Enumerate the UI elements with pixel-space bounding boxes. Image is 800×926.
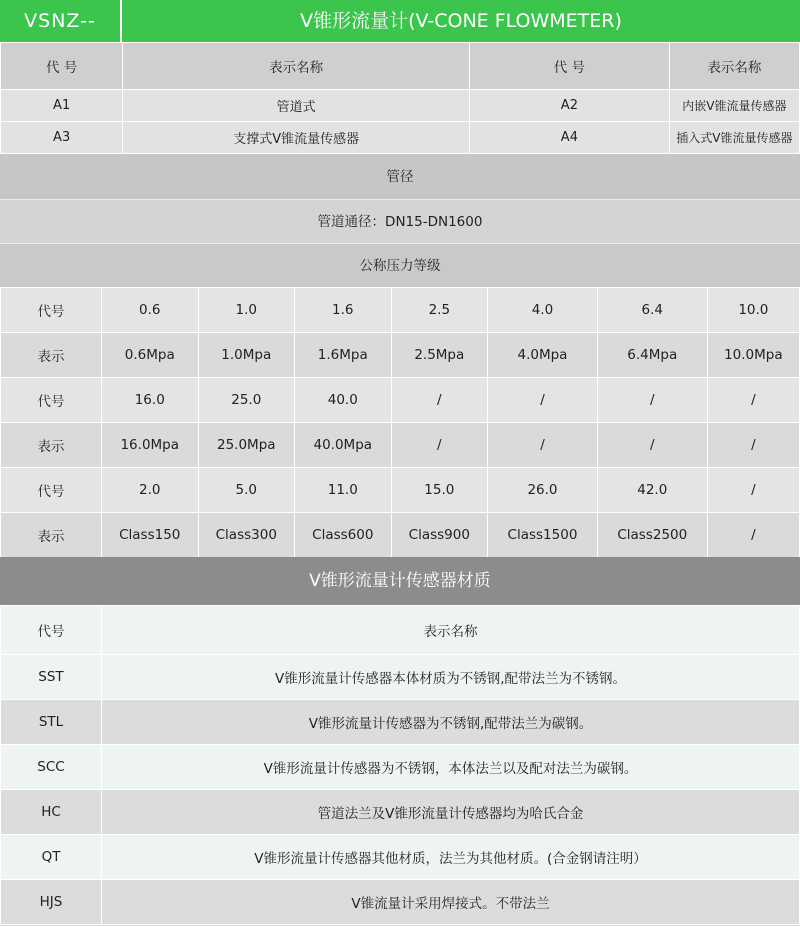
material-table-header <box>1 606 800 655</box>
table-row <box>1 513 800 558</box>
material-table <box>0 605 800 925</box>
model-code: VSNZ-- <box>0 0 122 42</box>
table-row <box>1 790 800 835</box>
pressure-cell: 16.0Mpa <box>102 423 199 468</box>
material-description: V锥形流量计传感器为不锈钢,配带法兰为碳钢。 <box>102 700 800 745</box>
pressure-cell: 10.0 <box>707 288 799 333</box>
pressure-cell: 42.0 <box>597 468 707 513</box>
pressure-cell: 11.0 <box>295 468 392 513</box>
material-code: SST <box>1 655 102 700</box>
pressure-cell: 15.0 <box>391 468 488 513</box>
material-description: V锥形流量计传感器为不锈钢，本体法兰以及配对法兰为碳钢。 <box>102 745 800 790</box>
pressure-cell: 25.0 <box>198 378 295 423</box>
pressure-cell: / <box>707 423 799 468</box>
col-code: 代 号 <box>470 43 670 90</box>
pressure-cell: Class2500 <box>597 513 707 558</box>
row-label: 代号 <box>1 468 102 513</box>
row-label: 代号 <box>1 288 102 333</box>
type-code: A3 <box>1 122 123 154</box>
pressure-cell: 5.0 <box>198 468 295 513</box>
diameter-title: 管径 <box>0 153 800 199</box>
material-description: 管道法兰及V锥形流量计传感器均为哈氏合金 <box>102 790 800 835</box>
pressure-table <box>0 287 800 558</box>
pressure-cell: 40.0 <box>295 378 392 423</box>
row-label: 代号 <box>1 378 102 423</box>
pressure-cell: Class150 <box>102 513 199 558</box>
col-name: 表示名称 <box>123 43 470 90</box>
pressure-cell: 16.0 <box>102 378 199 423</box>
pressure-cell: 25.0Mpa <box>198 423 295 468</box>
pressure-cell: 1.6 <box>295 288 392 333</box>
col-code: 代号 <box>1 606 102 655</box>
table-row <box>1 700 800 745</box>
material-description: V锥形流量计传感器其他材质，法兰为其他材质。(合金钢请注明） <box>102 835 800 880</box>
pressure-cell: 2.5Mpa <box>391 333 488 378</box>
pressure-cell: 2.0 <box>102 468 199 513</box>
pressure-cell: 10.0Mpa <box>707 333 799 378</box>
material-code: SCC <box>1 745 102 790</box>
table-row <box>1 655 800 700</box>
pressure-cell: 6.4 <box>597 288 707 333</box>
col-name: 表示名称 <box>669 43 799 90</box>
header-bar <box>0 0 800 42</box>
pressure-cell: Class900 <box>391 513 488 558</box>
pressure-cell: / <box>488 423 598 468</box>
pressure-cell: 26.0 <box>488 468 598 513</box>
material-title: V锥形流量计传感器材质 <box>0 557 800 605</box>
pressure-cell: Class600 <box>295 513 392 558</box>
pressure-cell: 1.0Mpa <box>198 333 295 378</box>
row-label: 表示 <box>1 423 102 468</box>
pressure-cell: 1.6Mpa <box>295 333 392 378</box>
material-code: QT <box>1 835 102 880</box>
table-row <box>1 423 800 468</box>
table-row <box>1 468 800 513</box>
pressure-cell: / <box>707 378 799 423</box>
table-row <box>1 288 800 333</box>
pressure-cell: / <box>597 423 707 468</box>
pressure-cell: Class300 <box>198 513 295 558</box>
pressure-cell: 0.6Mpa <box>102 333 199 378</box>
pressure-cell: / <box>391 423 488 468</box>
row-label: 表示 <box>1 333 102 378</box>
type-code: A2 <box>470 90 670 122</box>
table-row <box>1 90 800 122</box>
material-code: HC <box>1 790 102 835</box>
table-row <box>1 835 800 880</box>
table-row <box>1 378 800 423</box>
table-row <box>1 122 800 154</box>
material-description: V锥流量计采用焊接式。不带法兰 <box>102 880 800 925</box>
table-row <box>1 333 800 378</box>
pressure-cell: 4.0Mpa <box>488 333 598 378</box>
material-description: V锥形流量计传感器本体材质为不锈钢,配带法兰为不锈钢。 <box>102 655 800 700</box>
material-code: HJS <box>1 880 102 925</box>
table-row <box>1 745 800 790</box>
pressure-cell: 2.5 <box>391 288 488 333</box>
col-name: 表示名称 <box>102 606 800 655</box>
page-title: V锥形流量计(V-CONE FLOWMETER) <box>300 10 622 32</box>
pressure-cell: 40.0Mpa <box>295 423 392 468</box>
pressure-cell: 0.6 <box>102 288 199 333</box>
type-code: A1 <box>1 90 123 122</box>
type-name: 支撑式V锥流量传感器 <box>123 122 470 154</box>
pressure-cell: / <box>707 468 799 513</box>
pressure-cell: 4.0 <box>488 288 598 333</box>
type-table-header <box>1 43 800 90</box>
type-name: 插入式V锥流量传感器 <box>669 122 799 154</box>
type-name: 管道式 <box>123 90 470 122</box>
type-code: A4 <box>470 122 670 154</box>
pressure-cell: 6.4Mpa <box>597 333 707 378</box>
pressure-cell: / <box>391 378 488 423</box>
type-name: 内嵌V锥流量传感器 <box>669 90 799 122</box>
pressure-cell: Class1500 <box>488 513 598 558</box>
pressure-title: 公称压力等级 <box>0 243 800 287</box>
pressure-cell: / <box>707 513 799 558</box>
col-code: 代 号 <box>1 43 123 90</box>
pressure-cell: 1.0 <box>198 288 295 333</box>
pressure-cell: / <box>488 378 598 423</box>
table-row <box>1 880 800 925</box>
row-label: 表示 <box>1 513 102 558</box>
material-code: STL <box>1 700 102 745</box>
type-table <box>0 42 800 154</box>
diameter-value: 管道通径：DN15-DN1600 <box>0 199 800 243</box>
pressure-cell: / <box>597 378 707 423</box>
